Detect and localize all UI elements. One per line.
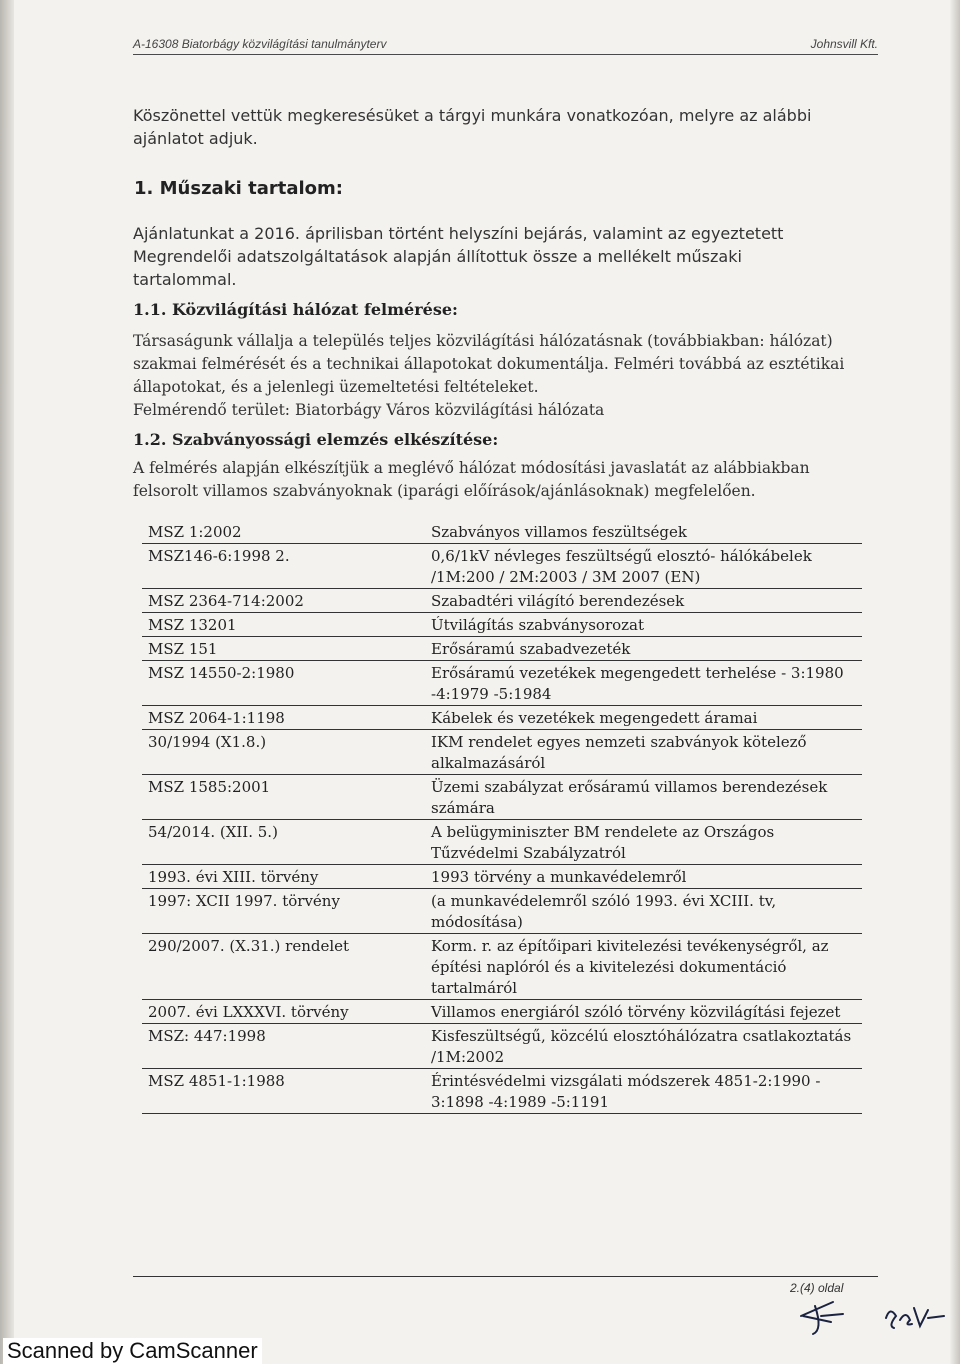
intro-paragraph: Köszönettel vettük megkeresésüket a tárgyi munkára vonatkozóan, melyre az alábbi ajánlatot adjuk.	[133, 106, 812, 148]
standard-description: Szabványos villamos feszültségek	[417, 522, 862, 544]
standard-code: MSZ 13201	[142, 615, 417, 637]
header-company: Johnsvill Kft.	[810, 37, 878, 51]
standard-code: MSZ 14550-2:1980	[142, 663, 417, 706]
table-row	[142, 522, 862, 544]
table-row	[142, 663, 862, 706]
standard-description: IKM rendelet egyes nemzeti szabványok kötelező alkalmazásáról	[417, 732, 862, 775]
page-number: 2.(4) oldal	[790, 1281, 844, 1295]
table-row	[142, 591, 862, 613]
document-page	[18, 0, 948, 1364]
standard-description: Szabadtéri világító berendezések	[417, 591, 862, 613]
standard-code: MSZ 2064-1:1198	[142, 708, 417, 730]
section-1-1-text: Társaságunk vállalja a település teljes közvilágítási hálózatásnak (továbbiakban: hálózat) szakmai felmérését és a technikai állapotokat dokumentálja. Felméri továbbá az esztétikai állapotokat, és a jelenlegi üzemeltetési feltételeket.	[133, 332, 845, 396]
standard-code: MSZ 151	[142, 639, 417, 661]
table-row	[142, 546, 862, 589]
standard-code: MSZ146-6:1998 2.	[142, 546, 417, 589]
standard-description: 1993 törvény a munkavédelemről	[417, 867, 862, 889]
table-row	[142, 822, 862, 865]
standard-code: MSZ 2364-714:2002	[142, 591, 417, 613]
standard-code: 2007. évi LXXXVI. törvény	[142, 1002, 417, 1024]
table-row	[142, 639, 862, 661]
standard-description: 0,6/1kV névleges feszültségű elosztó- hálókábelek /1M:200 / 2M:2003 / 3M 2007 (EN)	[417, 546, 862, 589]
footer-rule	[133, 1276, 878, 1277]
section-1-1-area: Felmérendő terület: Biatorbágy Város közvilágítási hálózata	[133, 401, 605, 419]
scan-edge-left	[0, 0, 14, 1364]
table-row-spacer	[142, 1114, 862, 1117]
standard-description: Erősáramú szabadvezeték	[417, 639, 862, 661]
standard-description: Kisfeszültségű, közcélú elosztóhálózatra csatlakoztatás /1M:2002	[417, 1026, 862, 1069]
standard-description: Erősáramú vezetékek megengedett terhelése - 3:1980 -4:1979 -5:1984	[417, 663, 862, 706]
standard-code: 30/1994 (X1.8.)	[142, 732, 417, 775]
spacer-cell	[417, 1114, 862, 1117]
table-row	[142, 1002, 862, 1024]
table-row	[142, 777, 862, 820]
initials-signature-2	[880, 1296, 950, 1336]
standard-code: MSZ: 447:1998	[142, 1026, 417, 1069]
table-row	[142, 1026, 862, 1069]
standard-code: 1997: XCII 1997. törvény	[142, 891, 417, 934]
table-row	[142, 708, 862, 730]
spacer-cell	[142, 1114, 417, 1117]
standard-description: Korm. r. az építőipari kivitelezési tevékenységről, az építési naplóról és a kivitelezési dokumentáció tartalmáról	[417, 936, 862, 1000]
table-row	[142, 615, 862, 637]
standard-code: MSZ 1585:2001	[142, 777, 417, 820]
standards-table	[142, 522, 862, 1116]
standard-description: A belügyminiszter BM rendelete az Országos Tűzvédelmi Szabályzatról	[417, 822, 862, 865]
table-row	[142, 1071, 862, 1114]
table-row	[142, 732, 862, 775]
table-row	[142, 936, 862, 1000]
initials-signature-1	[793, 1296, 853, 1336]
header-title: A-16308 Biatorbágy közvilágítási tanulmányterv	[133, 37, 387, 51]
standard-description: Kábelek és vezetékek megengedett áramai	[417, 708, 862, 730]
section-1-heading: 1. Műszaki tartalom:	[134, 178, 343, 199]
section-1-text: Ajánlatunkat a 2016. áprilisban történt helyszíni bejárás, valamint az egyeztetett Megrendelői adatszolgáltatások alapján állítottuk össze a mellékelt műszaki tartalommal.	[133, 224, 784, 289]
standard-description: Útvilágítás szabványsorozat	[417, 615, 862, 637]
standard-description: (a munkavédelemről szóló 1993. évi XCIII. tv, módosítása)	[417, 891, 862, 934]
standard-description: Villamos energiáról szóló törvény közvilágítási fejezet	[417, 1002, 862, 1024]
section-1-2-text: A felmérés alapján elkészítjük a meglévő hálózat módosítási javaslatát az alábbiakban felsorolt villamos szabványoknak (iparági előírások/ajánlásoknak) megfelelően.	[133, 459, 810, 500]
standards-table-body	[142, 522, 862, 1116]
standard-code: 290/2007. (X.31.) rendelet	[142, 936, 417, 1000]
standard-code: MSZ 1:2002	[142, 522, 417, 544]
standard-description: Érintésvédelmi vizsgálati módszerek 4851-2:1990 - 3:1898 -4:1989 -5:1191	[417, 1071, 862, 1114]
page-header	[133, 34, 878, 55]
scanner-watermark: Scanned by CamScanner	[3, 1338, 262, 1364]
table-row	[142, 891, 862, 934]
section-1-1-heading: 1.1. Közvilágítási hálózat felmérése:	[133, 300, 458, 319]
section-1-1-body	[133, 330, 853, 422]
standard-code: 1993. évi XIII. törvény	[142, 867, 417, 889]
section-1-2-heading: 1.2. Szabványossági elemzés elkészítése:	[133, 430, 499, 449]
standard-code: MSZ 4851-1:1988	[142, 1071, 417, 1114]
standard-description: Üzemi szabályzat erősáramú villamos berendezések számára	[417, 777, 862, 820]
table-row	[142, 867, 862, 889]
standard-code: 54/2014. (XII. 5.)	[142, 822, 417, 865]
scan-edge-right	[950, 0, 960, 1364]
